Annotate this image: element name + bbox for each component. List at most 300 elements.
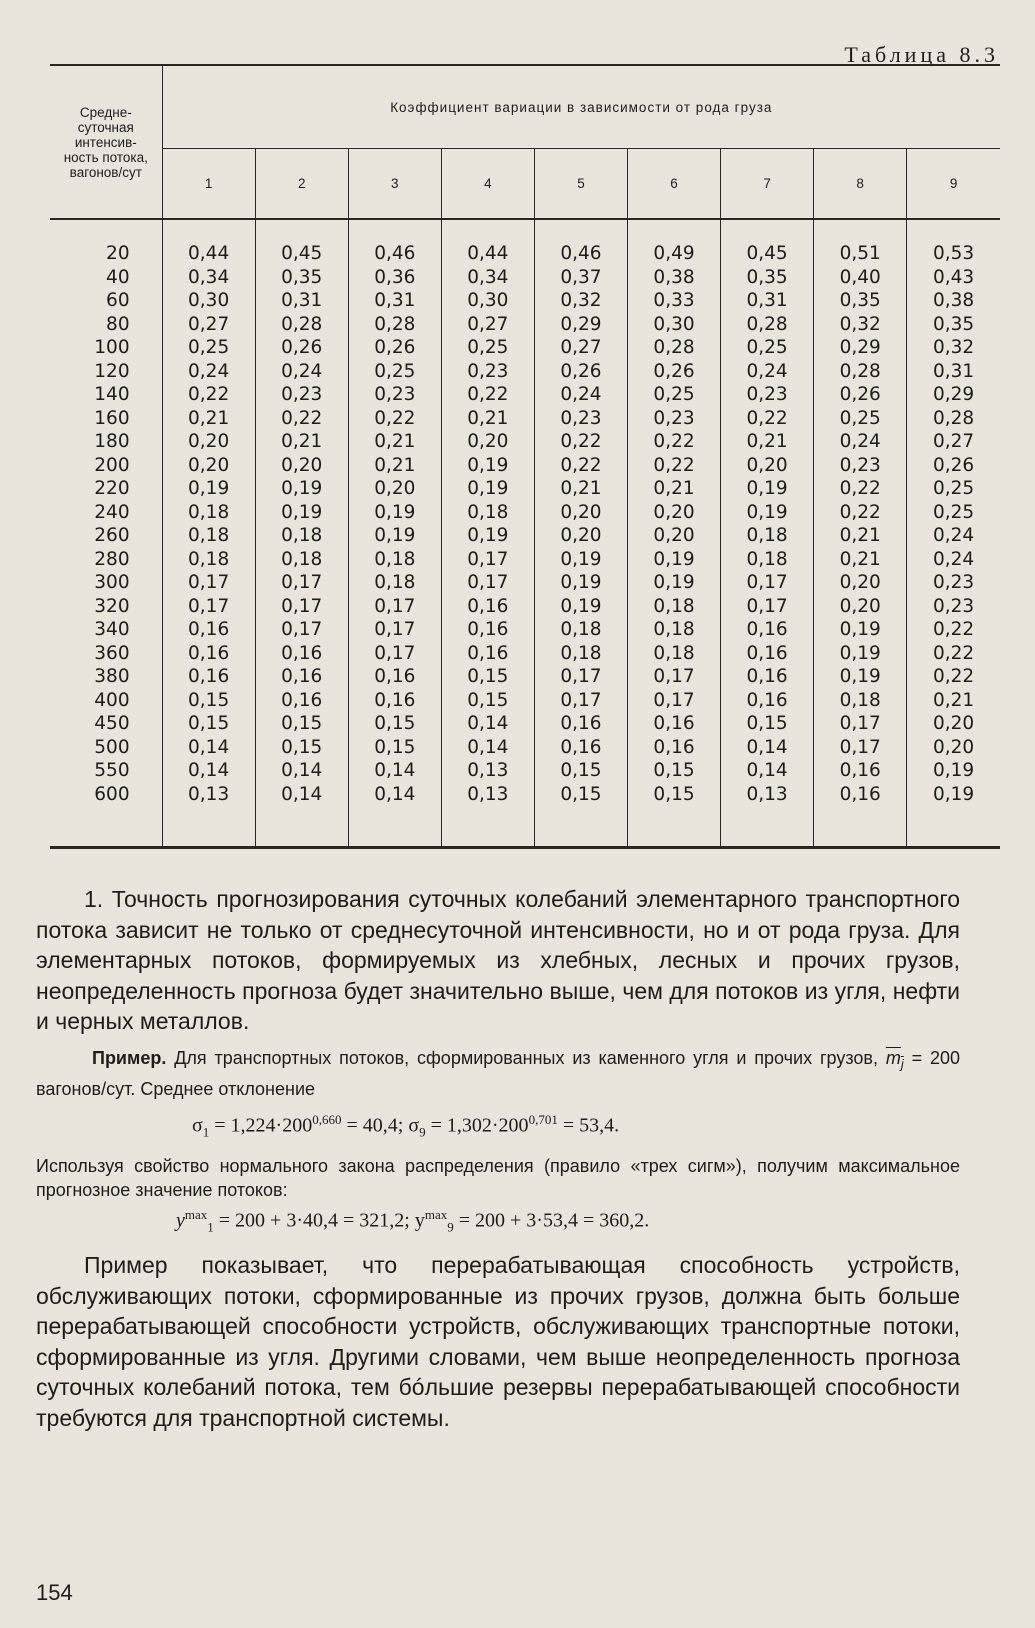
coefficient-cell: 0,25 [814,407,907,431]
coefficient-cell: 0,22 [933,642,975,664]
coefficient-cell: 0,16 [721,618,814,642]
coefficient-cell: 0,17 [162,571,255,595]
coefficient-cell: 0,20 [721,454,814,478]
coefficient-cell: 0,14 [255,783,348,848]
row-intensity-cell: 220 [50,477,162,501]
coefficient-cell: 0,32 [534,289,627,313]
coefficient-cell: 0,19 [162,477,255,501]
y1-subscript: 1 [207,1219,214,1235]
table-row [50,289,1000,313]
coefficient-cell: 0,14 [255,759,348,783]
coefficient-cell: 0,30 [441,289,534,313]
coefficient-cell: 0,19 [534,548,627,572]
coefficient-cell: 0,16 [441,595,534,619]
row-intensity-cell: 60 [50,289,162,313]
coefficient-cell: 0,31 [255,289,348,313]
row-header [50,65,162,219]
table-body [50,219,1000,848]
coefficient-cell: 0,23 [534,407,627,431]
coefficient-cell: 0,21 [814,548,907,572]
coefficient-cell: 0,28 [933,407,975,429]
coefficient-cell: 0,20 [162,430,255,454]
coefficient-cell: 0,16 [534,712,627,736]
coefficient-cell: 0,22 [534,430,627,454]
coefficient-cell: 0,20 [534,524,627,548]
paragraph-accuracy-text: 1. Точность прогнозирования суточных колебаний элементарного транспортного потока зависит не только от среднесуточной интенсивности, но и от рода груза. Для элементарных потоков, формируемых из хлебных, лесных и прочих грузов, неопределенность прогноза будет значительно выше, чем для потоков из угля, нефти и черных металлов. [36,886,960,1034]
coefficient-cell: 0,22 [441,383,534,407]
coefficient-cell: 0,27 [162,313,255,337]
coefficient-cell: 0,17 [441,571,534,595]
coefficient-cell: 0,25 [162,336,255,360]
table-row [50,618,1000,642]
table-row [50,783,1000,848]
coefficient-cell: 0,21 [348,430,441,454]
row-intensity-cell: 280 [50,548,162,572]
table-row [50,430,1000,454]
coefficient-cell: 0,53 [933,243,975,264]
y9-subscript: 9 [447,1219,454,1235]
coefficient-cell: 0,16 [721,665,814,689]
coefficient-cell: 0,36 [348,266,441,290]
formula2-part-b: = 200 + 3·40,4 = 321,2; y [218,1209,425,1232]
coefficient-cell: 0,15 [162,689,255,713]
coefficient-cell: 0,23 [627,407,720,431]
table-row [50,477,1000,501]
coefficient-cell: 0,20 [162,454,255,478]
column-number-row [50,149,1000,220]
row-intensity-cell: 360 [50,642,162,666]
coefficient-cell: 0,16 [814,759,907,783]
coefficient-cell: 0,35 [255,266,348,290]
table-row [50,524,1000,548]
coefficient-cell: 0,20 [814,571,907,595]
coefficient-table-wrap [50,64,1000,849]
table-row [50,642,1000,666]
formula1-part-c: = 40,4; σ [346,1114,420,1137]
coefficient-cell: 0,25 [721,336,814,360]
coefficient-cell: 0,22 [627,454,720,478]
coefficient-cell: 0,18 [721,548,814,572]
row-intensity-cell: 180 [50,430,162,454]
coefficient-cell: 0,21 [162,407,255,431]
coefficient-cell: 0,23 [441,360,534,384]
coefficient-cell: 0,18 [255,524,348,548]
coefficient-cell: 0,15 [721,712,814,736]
coefficient-cell: 0,19 [721,501,814,525]
table-row [50,360,1000,384]
example-label: Пример. [92,1048,167,1068]
coefficient-cell: 0,32 [933,337,975,358]
table-row [50,501,1000,525]
coefficient-cell: 0,49 [627,219,720,266]
formula1-part-e: = 53,4. [562,1114,620,1137]
coefficient-cell: 0,17 [348,595,441,619]
coefficient-cell: 0,19 [814,642,907,666]
coefficient-cell: 0,25 [627,383,720,407]
coefficient-cell: 0,20 [627,524,720,548]
row-intensity-cell: 400 [50,689,162,713]
coefficient-cell: 0,17 [348,642,441,666]
coefficient-cell: 0,26 [933,454,975,476]
coefficient-cell: 0,44 [162,219,255,266]
coefficient-cell: 0,20 [814,595,907,619]
coefficient-cell: 0,23 [255,383,348,407]
coefficient-cell: 0,18 [721,524,814,548]
table-row [50,548,1000,572]
coefficient-cell: 0,18 [441,501,534,525]
table-row [50,336,1000,360]
coefficient-cell: 0,19 [814,665,907,689]
coefficient-cell: 0,29 [933,384,975,405]
coefficient-cell: 0,16 [534,736,627,760]
coefficient-cell: 0,27 [534,336,627,360]
coefficient-cell: 0,14 [162,736,255,760]
three-sigma-paragraph [36,1154,960,1202]
coefficient-cell: 0,34 [441,266,534,290]
coefficient-cell: 0,45 [721,219,814,266]
table-row [50,219,1000,266]
coefficient-cell: 0,14 [721,736,814,760]
row-intensity-cell: 320 [50,595,162,619]
y1-superscript: max [184,1207,208,1222]
page-number: 154 [36,1580,73,1605]
coefficient-cell: 0,51 [814,219,907,266]
coefficient-cell: 0,13 [721,783,814,848]
coefficient-table [50,64,1000,849]
coefficient-cell: 0,24 [721,360,814,384]
row-intensity-cell: 600 [50,783,162,848]
coefficient-cell: 0,17 [255,595,348,619]
table-row [50,383,1000,407]
row-intensity-cell: 300 [50,571,162,595]
example-text-b: = 200 вагонов/сут. Среднее отклонение [36,1048,960,1099]
coefficient-cell: 0,21 [255,430,348,454]
coefficient-cell: 0,17 [627,689,720,713]
row-intensity-cell: 20 [50,219,162,266]
coefficient-cell: 0,24 [814,430,907,454]
coefficient-cell: 0,28 [627,336,720,360]
table-row [50,736,1000,760]
formula2-part-c: = 200 + 3·53,4 = 360,2. [458,1209,650,1232]
coefficient-cell: 0,22 [721,407,814,431]
coefficient-cell: 0,20 [933,713,975,734]
coefficient-cell: 0,46 [534,219,627,266]
coefficient-cell: 0,17 [534,665,627,689]
coefficient-cell: 0,15 [255,712,348,736]
coefficient-cell: 0,19 [255,501,348,525]
coefficient-cell: 0,44 [441,219,534,266]
coefficient-cell: 0,18 [534,642,627,666]
mj-subscript: j [900,1056,904,1072]
table-row [50,665,1000,689]
row-intensity-cell: 380 [50,665,162,689]
coefficient-cell: 0,18 [255,548,348,572]
paragraph-conclusion [36,1250,960,1433]
sigma1-subscript: 1 [202,1124,210,1140]
coefficient-cell: 0,16 [441,618,534,642]
table-row [50,313,1000,337]
coefficient-cell: 0,24 [255,360,348,384]
coefficient-cell: 0,16 [721,642,814,666]
row-intensity-cell: 200 [50,454,162,478]
ymax-formula [176,1207,649,1236]
coefficient-cell: 0,18 [348,548,441,572]
row-intensity-cell: 240 [50,501,162,525]
coefficient-cell: 0,19 [933,760,975,781]
coefficient-cell: 0,31 [348,289,441,313]
coefficient-cell: 0,16 [627,712,720,736]
coefficient-cell: 0,19 [627,548,720,572]
column-number-header: 9 [907,149,1000,220]
coefficient-cell: 0,19 [627,571,720,595]
coefficient-cell: 0,29 [814,336,907,360]
coefficient-cell: 0,14 [721,759,814,783]
coefficient-cell: 0,22 [627,430,720,454]
coefficient-cell: 0,28 [255,313,348,337]
coefficient-cell: 0,38 [933,290,975,311]
coefficient-cell: 0,16 [721,689,814,713]
coefficient-cell: 0,16 [627,736,720,760]
example-paragraph [36,1046,960,1101]
y1-symbol: y [176,1209,185,1232]
coefficient-cell: 0,18 [162,524,255,548]
coefficient-cell: 0,21 [721,430,814,454]
coefficient-cell: 0,16 [162,642,255,666]
coefficient-cell: 0,14 [441,712,534,736]
coefficient-cell: 0,15 [255,736,348,760]
coefficient-cell: 0,14 [441,736,534,760]
table-caption: Таблица 8.3 [844,42,999,67]
coefficient-cell: 0,18 [162,501,255,525]
coefficient-cell: 0,22 [814,501,907,525]
coefficient-cell: 0,26 [348,336,441,360]
coefficient-cell: 0,15 [441,665,534,689]
coefficient-cell: 0,28 [348,313,441,337]
coefficient-cell: 0,14 [348,759,441,783]
mj-letter: m [885,1048,901,1068]
coefficient-cell: 0,22 [814,477,907,501]
coefficient-cell: 0,23 [933,572,975,593]
coefficient-cell: 0,21 [627,477,720,501]
coefficient-cell: 0,38 [627,266,720,290]
row-intensity-cell: 100 [50,336,162,360]
coefficient-cell: 0,24 [162,360,255,384]
coefficient-cell: 0,43 [933,266,975,288]
formula1-exponent-2: 0,701 [528,1112,558,1127]
coefficient-cell: 0,15 [348,712,441,736]
column-number-header: 4 [441,149,534,220]
coefficient-cell: 0,29 [534,313,627,337]
coefficient-cell: 0,26 [814,383,907,407]
coefficient-cell: 0,19 [721,477,814,501]
coefficient-cell: 0,16 [255,665,348,689]
sigma-formula [192,1112,619,1141]
coefficient-cell: 0,19 [348,524,441,548]
coefficient-cell: 0,21 [814,524,907,548]
group-header: Коэффициент вариации в зависимости от рода груза [162,65,1000,149]
coefficient-cell: 0,19 [534,571,627,595]
coefficient-cell: 0,32 [814,313,907,337]
coefficient-cell: 0,16 [348,689,441,713]
coefficient-cell: 0,17 [627,665,720,689]
row-intensity-cell: 120 [50,360,162,384]
coefficient-cell: 0,17 [348,618,441,642]
coefficient-cell: 0,24 [933,525,975,546]
coefficient-cell: 0,25 [441,336,534,360]
table-row [50,407,1000,431]
coefficient-cell: 0,15 [534,783,627,848]
coefficient-cell: 0,19 [255,477,348,501]
coefficient-cell: 0,24 [534,383,627,407]
sigma9-subscript: 9 [419,1124,426,1140]
coefficient-cell: 0,17 [255,571,348,595]
row-intensity-cell: 40 [50,266,162,290]
coefficient-cell: 0,13 [441,783,534,848]
column-number-header: 1 [162,149,255,220]
coefficient-cell: 0,23 [814,454,907,478]
coefficient-cell: 0,15 [627,783,720,848]
coefficient-cell: 0,22 [933,619,975,640]
coefficient-cell: 0,40 [814,266,907,290]
coefficient-cell: 0,26 [627,360,720,384]
coefficient-cell: 0,23 [933,595,975,617]
mj-symbol [885,1048,904,1072]
table-row [50,266,1000,290]
coefficient-cell: 0,15 [441,689,534,713]
coefficient-cell: 0,28 [721,313,814,337]
paragraph-accuracy [36,884,960,1037]
coefficient-cell: 0,19 [441,524,534,548]
coefficient-cell: 0,21 [441,407,534,431]
coefficient-cell: 0,25 [933,478,975,499]
row-intensity-cell: 140 [50,383,162,407]
column-number-header: 3 [348,149,441,220]
coefficient-cell: 0,22 [348,407,441,431]
coefficient-cell: 0,27 [441,313,534,337]
paragraph-conclusion-text: Пример показывает, что перерабатывающая способность устройств, обслуживающих потоки, сформированные из прочих грузов, должна быть больше перерабатывающей способности устройств, обслуживающих транспортные потоки, сформированные из угля. Другими словами, чем выше неопределенность прогноза суточных колебаний потока, тем бóльшие резервы перерабатывающей способности требуются для транспортной системы. [36,1252,960,1431]
coefficient-cell: 0,19 [814,618,907,642]
coefficient-cell: 0,14 [348,783,441,848]
coefficient-cell: 0,20 [348,477,441,501]
coefficient-cell: 0,26 [534,360,627,384]
formula1-part-d: = 1,302·200 [430,1114,529,1137]
coefficient-cell: 0,23 [348,383,441,407]
coefficient-cell: 0,35 [721,266,814,290]
row-intensity-cell: 340 [50,618,162,642]
sigma1-symbol: σ [192,1114,203,1137]
row-intensity-cell: 450 [50,712,162,736]
row-intensity-cell: 500 [50,736,162,760]
coefficient-cell: 0,19 [441,454,534,478]
coefficient-cell: 0,14 [162,759,255,783]
coefficient-cell: 0,20 [441,430,534,454]
coefficient-cell: 0,25 [348,360,441,384]
coefficient-cell: 0,17 [721,571,814,595]
coefficient-cell: 0,19 [348,501,441,525]
coefficient-cell: 0,18 [627,618,720,642]
coefficient-cell: 0,22 [534,454,627,478]
coefficient-cell: 0,13 [162,783,255,848]
coefficient-cell: 0,16 [814,783,907,848]
coefficient-cell: 0,25 [933,501,975,523]
coefficient-cell: 0,30 [627,313,720,337]
column-number-header: 2 [255,149,348,220]
coefficient-cell: 0,17 [814,736,907,760]
coefficient-cell: 0,21 [534,477,627,501]
row-intensity-cell: 260 [50,524,162,548]
column-number-header: 5 [534,149,627,220]
coefficient-cell: 0,16 [255,689,348,713]
coefficient-cell: 0,30 [162,289,255,313]
coefficient-cell: 0,17 [534,689,627,713]
coefficient-cell: 0,13 [441,759,534,783]
coefficient-cell: 0,17 [255,618,348,642]
coefficient-cell: 0,20 [255,454,348,478]
row-intensity-cell: 80 [50,313,162,337]
coefficient-cell: 0,37 [534,266,627,290]
coefficient-cell: 0,15 [534,759,627,783]
table-row [50,571,1000,595]
coefficient-cell: 0,17 [721,595,814,619]
coefficient-cell: 0,17 [814,712,907,736]
coefficient-cell: 0,19 [933,783,975,805]
coefficient-cell: 0,17 [162,595,255,619]
coefficient-cell: 0,33 [627,289,720,313]
coefficient-cell: 0,18 [627,642,720,666]
coefficient-cell: 0,16 [441,642,534,666]
coefficient-cell: 0,23 [721,383,814,407]
coefficient-cell: 0,45 [255,219,348,266]
coefficient-cell: 0,22 [162,383,255,407]
y9-superscript: max [424,1207,448,1222]
coefficient-cell: 0,16 [348,665,441,689]
column-number-header: 7 [721,149,814,220]
coefficient-cell: 0,24 [933,548,975,570]
coefficient-cell: 0,27 [933,431,975,452]
table-row [50,595,1000,619]
coefficient-cell: 0,31 [933,360,975,382]
coefficient-cell: 0,18 [162,548,255,572]
three-sigma-text: Используя свойство нормального закона распределения (правило «трех сигм»), получим максимальное прогнозное значение потоков: [36,1156,960,1200]
coefficient-cell: 0,21 [933,689,975,711]
coefficient-cell: 0,22 [255,407,348,431]
coefficient-cell: 0,17 [441,548,534,572]
formula1-part-b: = 1,224·200 [214,1114,313,1137]
column-number-header: 8 [814,149,907,220]
table-row [50,689,1000,713]
example-text-a: Для транспортных потоков, сформированных из каменного угля и прочих грузов, [174,1048,878,1068]
coefficient-cell: 0,18 [534,618,627,642]
coefficient-cell: 0,18 [814,689,907,713]
coefficient-cell: 0,18 [627,595,720,619]
coefficient-cell: 0,26 [255,336,348,360]
coefficient-cell: 0,16 [255,642,348,666]
coefficient-cell: 0,22 [933,666,975,687]
coefficient-cell: 0,15 [348,736,441,760]
table-row [50,454,1000,478]
table-row [50,759,1000,783]
coefficient-cell: 0,20 [534,501,627,525]
coefficient-cell: 0,19 [534,595,627,619]
coefficient-cell: 0,35 [814,289,907,313]
coefficient-cell: 0,15 [627,759,720,783]
coefficient-cell: 0,34 [162,266,255,290]
coefficient-cell: 0,21 [348,454,441,478]
column-number-header: 6 [627,149,720,220]
coefficient-cell: 0,35 [933,313,975,335]
row-intensity-cell: 160 [50,407,162,431]
coefficient-cell: 0,15 [162,712,255,736]
